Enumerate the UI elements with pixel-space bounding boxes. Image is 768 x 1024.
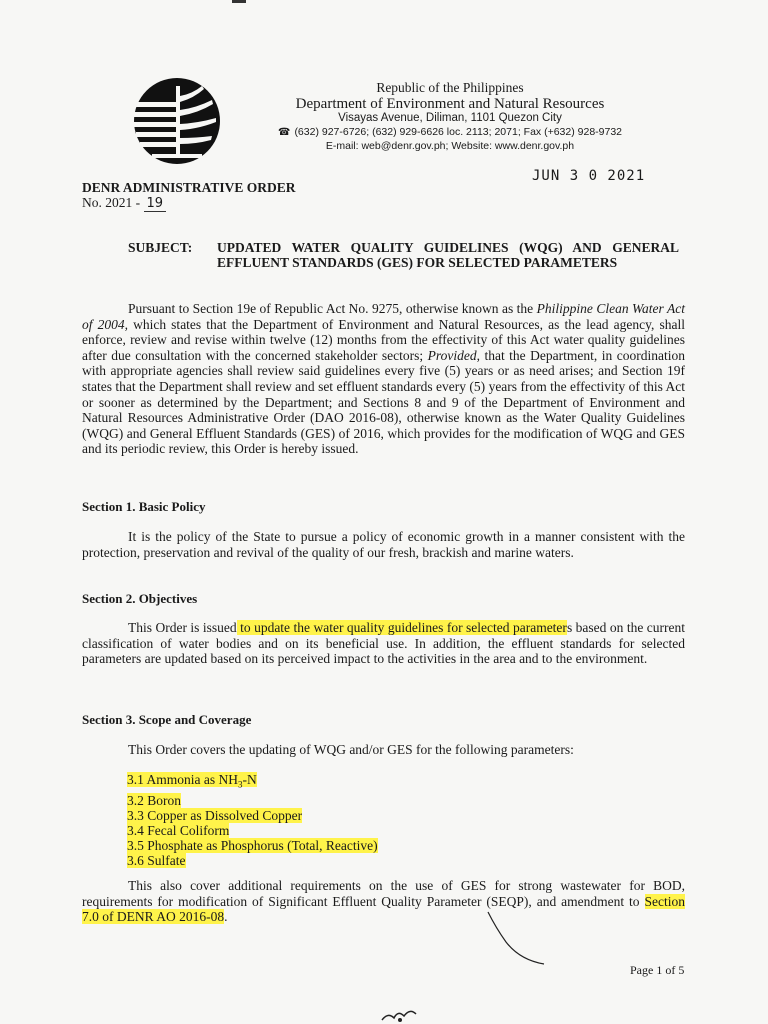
telephone-icon: ☎ [277,127,291,138]
order-title: DENR ADMINISTRATIVE ORDER [82,180,296,195]
preamble-paragraph [82,301,685,457]
denr-logo [132,76,222,166]
section2-heading: Section 2. Objectives [82,591,198,606]
order-number-prefix: No. 2021 - [82,195,144,210]
header-republic: Republic of the Philippines [376,80,524,95]
section3-closing-highlight: Section 7.0 of DENR AO 2016-08 [82,893,685,925]
section2-text-pre: This Order is issued [128,620,237,635]
preamble-provided: Provided [427,347,477,363]
list-item: 3.1 Ammonia as $NH_3-N$ [127,772,257,790]
scan-mark [232,0,246,3]
section1-body: It is the policy of the State to pursue a policy of economic growth in a manner consistent with the protection, preservation and revival of the quality of our fresh, brackish and marine waters. [82,529,685,560]
order-number [82,195,166,211]
header-phone-line [250,126,650,138]
preamble-act-name: Philippine Clean Water Act of 2004, [82,301,685,332]
list-item: 3.2 Boron [127,792,181,808]
section3-closing-text: This also cover additional requirements on the use of GES for strong wastewater for BOD, requirements for modification of Significant Effluent Quality Parameter (SEQP), and amendment to [82,878,685,909]
pen-scribble [486,910,546,968]
subject-text: UPDATED WATER QUALITY GUIDELINES (WQG) AND GENERAL EFFLUENT STANDARDS (GES) FOR SELECTED PARAMETERS [217,240,679,270]
page-number: Page 1 of 5 [630,963,685,977]
list-item: 3.4 Fecal Coliform [127,822,230,838]
list-item: 3.6 Sulfate [127,852,186,868]
initials-mark [380,1006,420,1024]
subject-label: SUBJECT: [128,240,193,255]
preamble-text-1: Pursuant to Section 19e of Republic Act No. 9275, otherwise known as the [128,301,537,316]
section3-closing [82,878,685,925]
date-stamp: JUN 3 0 2021 [532,168,646,184]
header-email: E-mail: web@denr.gov.ph; Website: www.denr.gov.ph [325,140,575,152]
section3-heading: Section 3. Scope and Coverage [82,712,252,727]
preamble-text-3: , that the Department, in coordination with appropriate agencies shall review said guidelines every five (5) years or as need arises; and Section 19f states that the Department shall review and set effluent standards every (5) years from the effectivity of this Act or sooner as determined by the Department; and Sections 8 and 9 of the Department of Environment and Natural Resources Administrative Order (DAO 2016-08), otherwise known as the Water Quality Guidelines (WQG) and General Effluent Standards (GES) of 2016, which provides for the modification of WQG and GES and its periodic review, this Order is hereby issued. [82,347,685,457]
header-phone: (632) 927-6726; (632) 929-6626 loc. 2113; 2071; Fax (+632) 928-9732 [294,126,623,138]
order-number-handwritten: 19 [144,196,167,212]
section2-highlighted-text: to update the water quality guidelines for selected parameter [236,620,567,635]
header-department: Department of Environment and Natural Resources [295,96,605,112]
list-item: 3.3 Copper as Dissolved Copper [127,807,303,823]
section2-text-post: s based on the current classification of water bodies and on its beneficial use. In addition, the effluent standards for selected parameters are updated based on its perceived impact to the activities in the area and to the environment. [82,620,685,667]
preamble-text-2: which states that the Department of Environment and Natural Resources, as the lead agency, shall enforce, review and revise within twelve (12) months from the effectivity of this Act water quality guidelines after due consultation with the concerned stakeholder sectors; [82,316,685,363]
header-address: Visayas Avenue, Diliman, 1101 Quezon City [338,112,562,124]
section1-heading: Section 1. Basic Policy [82,499,206,514]
section3-intro: This Order covers the updating of WQG and/or GES for the following parameters: [128,742,574,757]
section3-closing-end: . [224,909,228,925]
list-item: 3.5 Phosphate as Phosphorus (Total, Reactive) [127,837,378,853]
parameter-list [127,772,378,868]
section2-body [82,620,685,667]
